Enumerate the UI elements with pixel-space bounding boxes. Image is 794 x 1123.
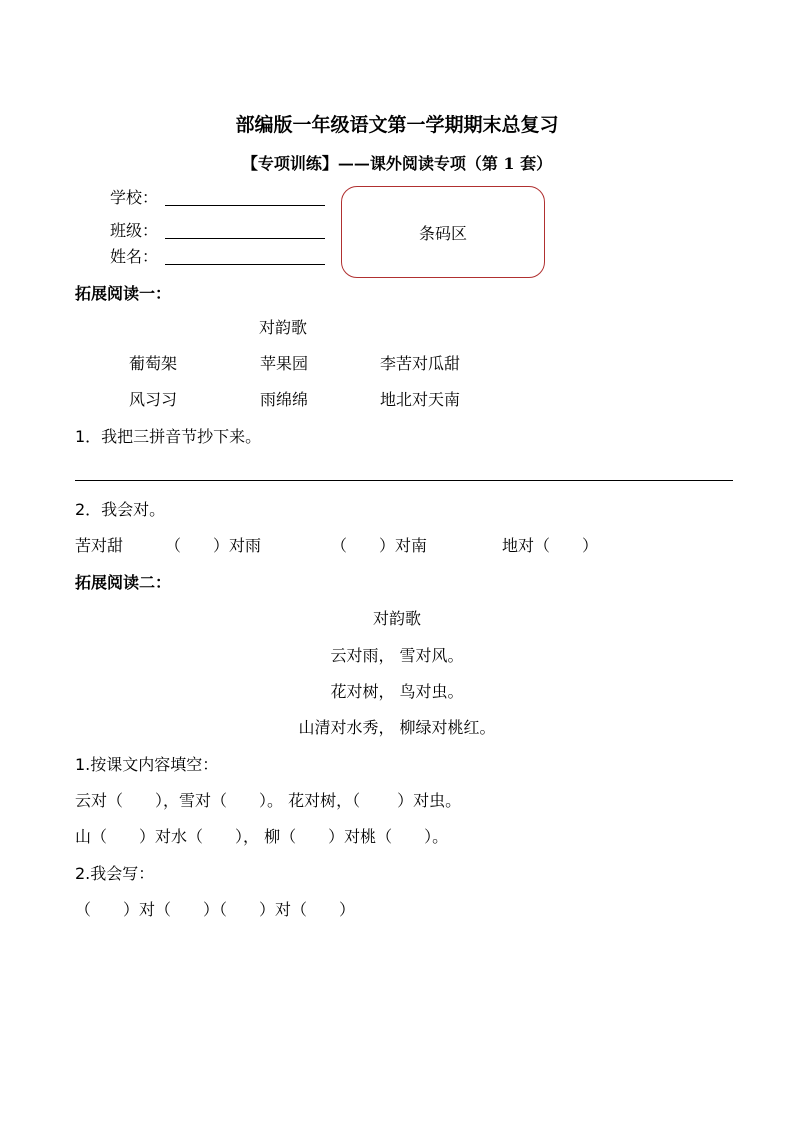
poem-line: 山清对水秀， 柳绿对桃红。 bbox=[298, 718, 496, 737]
match-item[interactable]: 地对（ ） bbox=[502, 536, 599, 555]
poem-item: 李苦对瓜甜 bbox=[380, 354, 461, 373]
poem-line: 花对树， 鸟对虫。 bbox=[330, 682, 464, 701]
section1-poem-title: 对韵歌 bbox=[259, 318, 308, 337]
fill-line[interactable]: 山（ ）对水（ ）， 柳（ ）对桃（ ）。 bbox=[75, 827, 449, 846]
school-field[interactable] bbox=[165, 205, 325, 206]
section1-question-1: 1．我把三拼音节抄下来。 bbox=[75, 427, 262, 446]
section1-question-2: 2．我会对。 bbox=[75, 500, 166, 519]
school-label: 学校： bbox=[110, 188, 159, 207]
poem-item: 雨绵绵 bbox=[260, 390, 309, 409]
section2-heading: 拓展阅读二： bbox=[75, 573, 172, 592]
section2-question-2: 2.我会写： bbox=[75, 864, 155, 883]
poem-item: 葡萄架 bbox=[129, 354, 178, 373]
match-item[interactable]: （ ）对南 bbox=[331, 536, 428, 555]
class-label: 班级： bbox=[110, 221, 159, 240]
barcode-label: 条码区 bbox=[418, 224, 467, 243]
class-field[interactable] bbox=[165, 238, 325, 239]
section2-question-1: 1.按课文内容填空： bbox=[75, 755, 219, 774]
name-field[interactable] bbox=[165, 264, 325, 265]
answer-line[interactable] bbox=[75, 480, 733, 481]
name-label: 姓名： bbox=[110, 247, 159, 266]
poem-line: 云对雨， 雪对风。 bbox=[330, 646, 464, 665]
poem-item: 地北对天南 bbox=[380, 390, 461, 409]
section2-poem-title: 对韵歌 bbox=[372, 609, 421, 628]
write-line[interactable]: （ ）对（ ）（ ）对（ ） bbox=[75, 900, 356, 919]
poem-item: 风习习 bbox=[129, 390, 178, 409]
match-item[interactable]: （ ）对雨 bbox=[165, 536, 262, 555]
match-item: 苦对甜 bbox=[75, 536, 124, 555]
section1-heading: 拓展阅读一： bbox=[75, 284, 172, 303]
fill-line[interactable]: 云对（ ），雪对（ ）。 花对树，（ ）对虫。 bbox=[75, 791, 462, 810]
poem-item: 苹果园 bbox=[260, 354, 309, 373]
page-subtitle: 【专项训练】——课外阅读专项（第 1 套） bbox=[241, 154, 553, 173]
page-title: 部编版一年级语文第一学期期末总复习 bbox=[235, 114, 559, 136]
